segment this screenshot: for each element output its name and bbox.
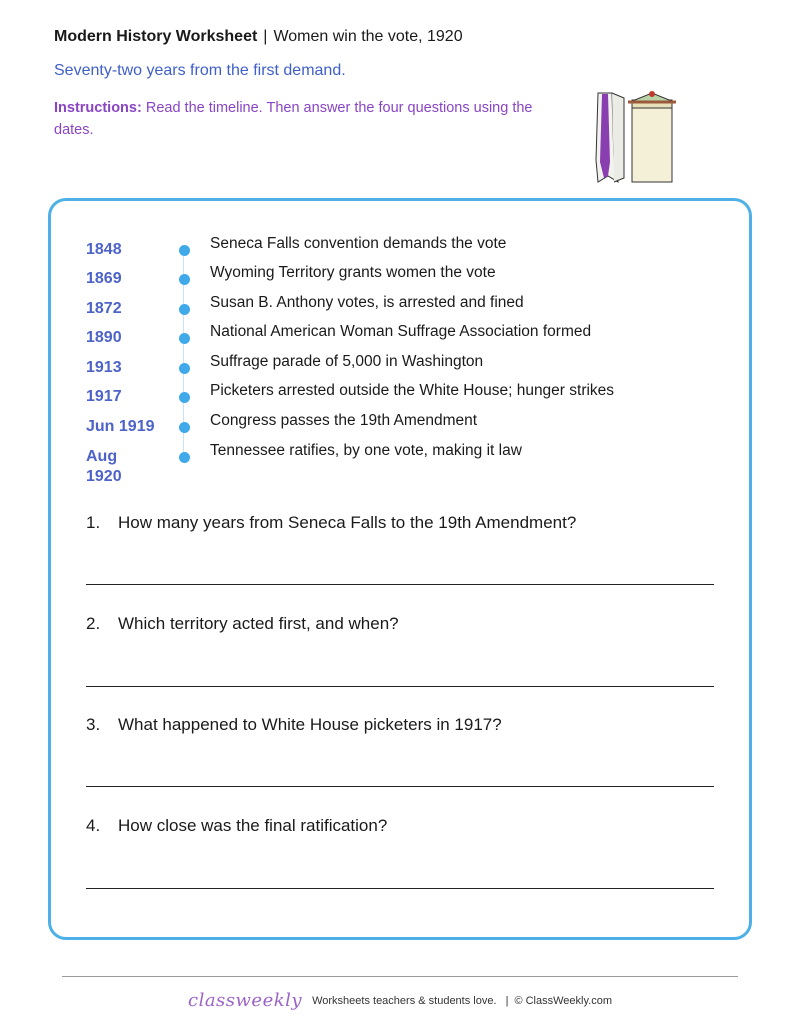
timeline-item [86, 261, 726, 291]
question-3 [86, 714, 502, 736]
instructions-label: Instructions: [54, 100, 142, 116]
worksheet-tagline: Seventy-two years from the first demand. [54, 62, 346, 79]
question-1 [86, 512, 576, 534]
timeline-item [86, 232, 726, 262]
footer-tagline: Worksheets teachers & students love. [312, 995, 497, 1007]
timeline-dot [179, 274, 190, 285]
question-2 [86, 613, 399, 635]
timeline-item [86, 320, 726, 350]
answer-line-4[interactable] [86, 888, 714, 889]
header-separator: | [263, 28, 268, 45]
instructions-text: Read the timeline. Then answer the four questions using the dates. [54, 100, 533, 138]
timeline-dot [179, 363, 190, 374]
timeline-item [86, 409, 726, 439]
timeline-date: Aug 1920 [86, 448, 122, 485]
timeline-date: 1869 [86, 270, 122, 287]
answer-line-1[interactable] [86, 584, 714, 585]
question-4 [86, 815, 387, 837]
timeline-item [86, 379, 726, 409]
timeline-item [86, 350, 726, 380]
question-text: How many years from Seneca Falls to the 19th Amendment? [118, 513, 577, 532]
question-text: Which territory acted first, and when? [118, 614, 399, 633]
timeline-event: Susan B. Anthony votes, is arrested and fined [210, 294, 524, 311]
timeline-dot [179, 452, 190, 463]
instructions [54, 97, 554, 141]
footer-divider [62, 976, 738, 977]
timeline-event: Seneca Falls convention demands the vote [210, 235, 507, 252]
worksheet-subject: Modern History Worksheet [54, 28, 258, 45]
timeline-dot [179, 333, 190, 344]
timeline-event: Suffrage parade of 5,000 in Washington [210, 353, 484, 370]
timeline-date: 1848 [86, 241, 122, 258]
timeline-event: Picketers arrested outside the White House; hunger strikes [210, 382, 615, 399]
timeline-dot [179, 392, 190, 403]
question-number: 3. [86, 715, 101, 734]
timeline-event: Congress passes the 19th Amendment [210, 412, 478, 429]
timeline-date: Jun 1919 [86, 418, 155, 435]
question-text: How close was the final ratification? [118, 816, 388, 835]
timeline-dot [179, 245, 190, 256]
question-number: 1. [86, 513, 101, 532]
timeline-event: Wyoming Territory grants women the vote [210, 264, 496, 281]
timeline-event: National American Woman Suffrage Association formed [210, 323, 592, 340]
timeline-item [86, 291, 726, 321]
timeline-date: 1890 [86, 329, 122, 346]
worksheet-header [54, 26, 463, 48]
question-text: What happened to White House picketers in 1917? [118, 715, 502, 734]
worksheet-topic: Women win the vote, 1920 [273, 28, 463, 45]
question-number: 2. [86, 614, 101, 633]
answer-line-2[interactable] [86, 686, 714, 687]
footer [0, 990, 800, 1012]
timeline-date: 1872 [86, 300, 122, 317]
brand-logo: classweekly [187, 990, 303, 1011]
timeline-date: 1917 [86, 388, 122, 405]
footer-separator: | [505, 995, 509, 1007]
question-number: 4. [86, 816, 101, 835]
answer-line-3[interactable] [86, 786, 714, 787]
timeline-dot [179, 304, 190, 315]
timeline-dot [179, 422, 190, 433]
timeline-event: Tennessee ratifies, by one vote, making it law [210, 442, 522, 459]
suffrage-sash-and-banner-icon [588, 90, 688, 186]
timeline-date: 1913 [86, 359, 122, 376]
timeline-item [86, 439, 726, 485]
footer-copyright: © ClassWeekly.com [514, 995, 613, 1007]
